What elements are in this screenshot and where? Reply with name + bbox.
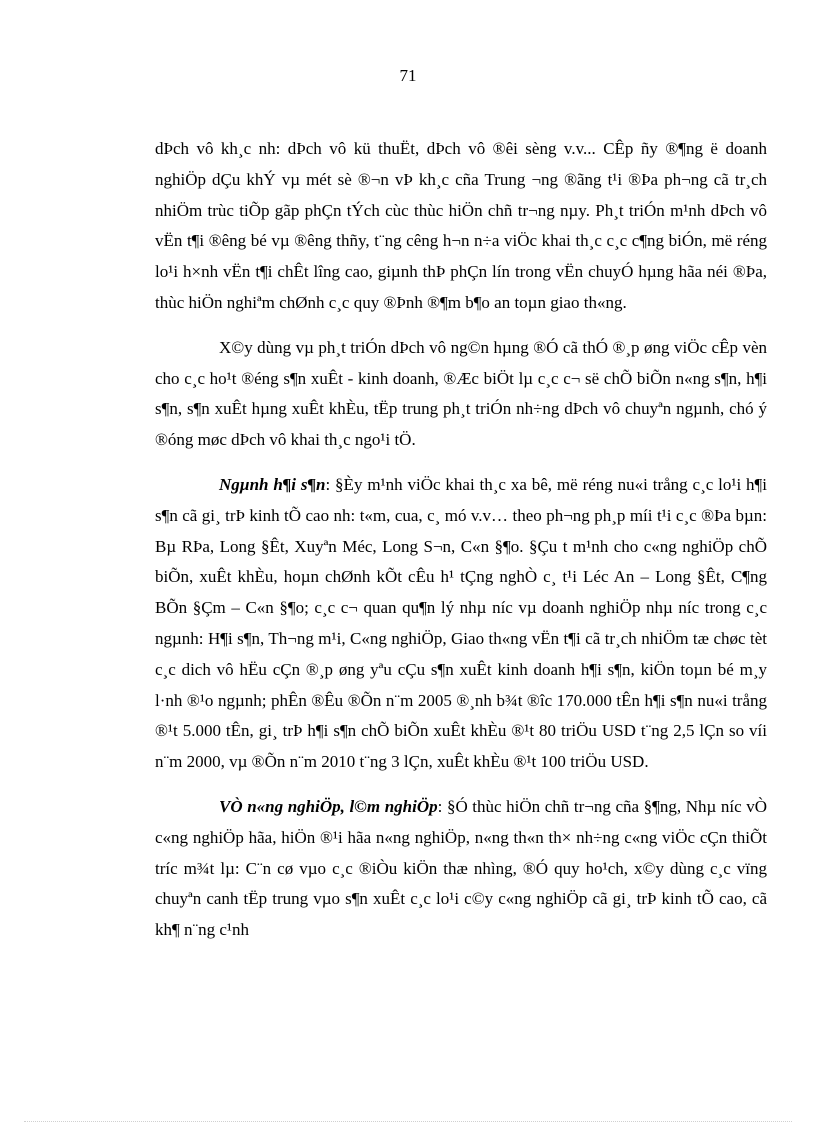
- page-number: 71: [399, 66, 417, 85]
- paragraph-4-text: : §Ó thùc hiÖn chñ tr¬ng cña §¶ng, Nhµ níc vÒ c«ng nghiÖp hãa, hiÖn ®¹i hãa n«ng nghiÖp, n«ng th«n th× nh÷ng c«ng viÖc cÇn thiÕt tríc m¾t lµ: C¨n cø vµo c¸c ®iÒu kiÖn thæ nhìng, ®Ó quy ho¹ch, x©y dùng c¸c vïng chuyªn canh tËp trung vµo s¶n xuÊt c¸c lo¹i c©y c«ng nghiÖp cã gi¸ trÞ kinh tÕ cao, cã kh¶ n¨ng c¹nh: [155, 796, 767, 940]
- paragraph-1: [155, 134, 767, 319]
- paragraph-3: [155, 470, 767, 778]
- paragraph-1-text: dÞch vô kh¸c nh: dÞch vô kü thuËt, dÞch vô ®êi sèng v.v... CÊp ñy ®¶ng ë doanh nghiÖp dÇu khÝ vµ mét sè ®¬n vÞ kh¸c cña Trung ¬ng ®ãng t¹i ®Þa ph¬ng cã tr¸ch nhiÖm trùc tiÕp gãp phÇn tÝch cùc thùc hiÖn chñ tr¬ng nµy. Ph¸t triÓn m¹nh dÞch vô vËn t¶i ®êng bé vµ ®êng thñy, t¨ng cêng h¬n n÷a viÖc khai th¸c c¸c c¶ng biÓn, më réng lo¹i h×nh vËn t¶i chÊt lîng cao, giµnh thÞ phÇn lín trong vËn chuyÓ hµng hãa néi ®Þa, thùc hiÖn nghiªm chØnh c¸c quy ®Þnh ®¶m b¶o an toµn giao th«ng.: [155, 139, 767, 312]
- document-body: [155, 134, 767, 960]
- page-bottom-divider: [24, 1121, 792, 1122]
- paragraph-4: [155, 792, 767, 946]
- paragraph-2: [155, 333, 767, 456]
- paragraph-4-lead: VÒ n«ng nghiÖp, l©m nghiÖp: [219, 796, 438, 816]
- paragraph-3-lead: Ngµnh h¶i s¶n: [219, 474, 326, 494]
- paragraph-3-text: : §Èy m¹nh viÖc khai th¸c xa bê, më réng nu«i trång c¸c lo¹i h¶i s¶n cã gi¸ trÞ kinh tÕ cao nh: t«m, cua, c¸ mó v.v… theo ph¬ng ph¸p míi t¹i c¸c ®Þa bµn: Bµ RÞa, Long §Êt, Xuyªn Méc, Long S¬n, C«n §¶o. §Çu t m¹nh cho c«ng nghiÖp chÕ biÕn, xuÊt khÈu, hoµn chØnh kÕt cÊu h¹ tÇng nghÒ c¸ t¹i Léc An – Long §Êt, C¶ng BÕn §Çm – C«n §¶o; c¸c c¬ quan qu¶n lý nhµ níc vµ doanh nghiÖp nhµ níc trong c¸c ngµnh: H¶i s¶n, Th¬ng m¹i, C«ng nghiÖp, Giao th«ng vËn t¶i cã tr¸ch nhiÖm tæ chøc tèt c¸c dich vô hËu cÇn ®¸p øng yªu cÇu s¶n xuÊt kinh doanh h¶i s¶n, kiÖn toµn bé m¸y l·nh ®¹o ngµnh; phÊn ®Êu ®Õn n¨m 2005 ®¸nh b¾t ®îc 170.000 tÊn h¶i s¶n nu«i trång ®¹t 5.000 tÊn, gi¸ trÞ h¶i s¶n chÕ biÕn xuÊt khÈu ®¹t 80 triÖu USD t¨ng 2,5 lÇn so víi n¨m 2000, vµ ®Õn n¨m 2010 t¨ng 3 lÇn, xuÊt khÈu ®¹t 100 triÖu USD.: [155, 474, 767, 772]
- paragraph-2-text: X©y dùng vµ ph¸t triÓn dÞch vô ng©n hµng ®Ó cã thÓ ®¸p øng viÖc cÊp vèn cho c¸c ho¹t ®éng s¶n xuÊt - kinh doanh, ®Æc biÖt lµ c¸c c¬ së chÕ biÕn n«ng s¶n, h¶i s¶n, s¶n xuÊt hµng xuÊt khÈu, tËp trung ph¸t triÓn nh÷ng dÞch vô chuyªn ngµnh, chó ý ®óng møc dÞch vô khai th¸c ngo¹i tÖ.: [155, 337, 767, 450]
